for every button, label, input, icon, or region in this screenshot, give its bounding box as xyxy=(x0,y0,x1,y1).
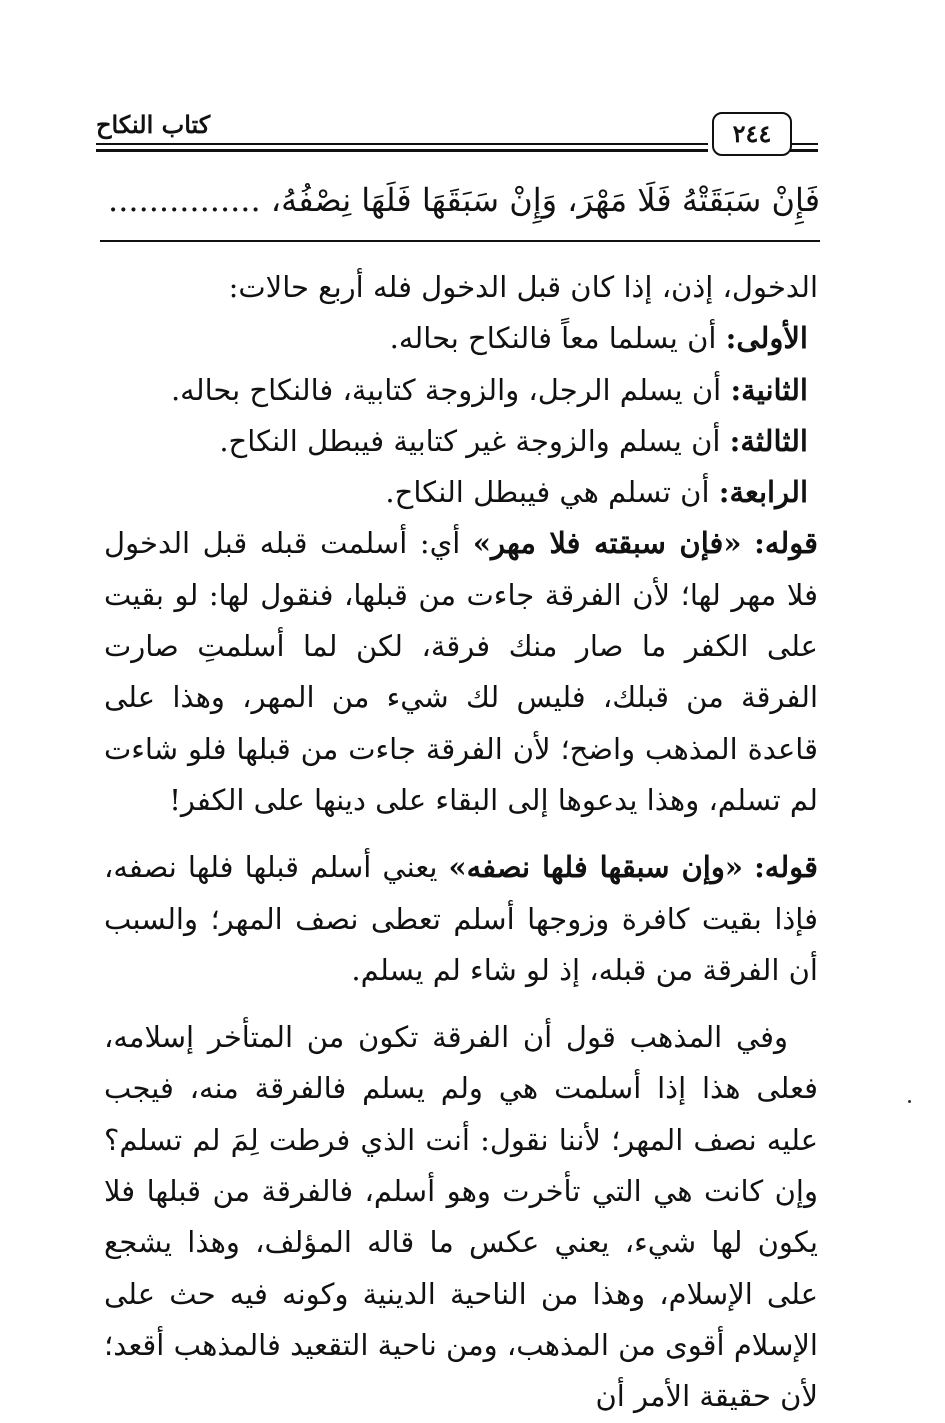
case-label: الأولى: xyxy=(725,321,808,356)
header-rule-right-thick xyxy=(790,149,818,152)
header-rule-thick xyxy=(96,149,708,152)
case-label: الثالثة: xyxy=(729,423,808,458)
page-number: ٢٤٤ xyxy=(712,112,792,156)
case-item xyxy=(104,313,818,364)
case-item xyxy=(104,365,818,416)
case-item xyxy=(104,467,818,518)
case-label: الثانية: xyxy=(730,372,808,407)
case-label: الرابعة: xyxy=(718,475,808,510)
book-title: كتاب النكاح xyxy=(96,110,211,139)
margin-mark xyxy=(908,1100,911,1103)
commentary-body xyxy=(104,262,818,1423)
commentary-paragraph-1 xyxy=(104,518,818,826)
commentary-paragraph-2 xyxy=(104,842,818,996)
intro-paragraph: الدخول، إذن، إذا كان قبل الدخول فله أربع حالات: xyxy=(228,270,818,304)
case-text: أن يسلم الرجل، والزوجة كتابية، فالنكاح بحاله. xyxy=(170,372,722,407)
paragraph-text: أي: أسلمت قبله قبل الدخول فلا مهر لها؛ لأن الفرقة جاءت من قبلها، فنقول لها: لو بقيت على الكفر ما صار منك فرقة، لكن لما أسلمتِ صارت الفرقة من قبلك، فليس لك شيء من المهر، وهذا على قاعدة المذهب واضح؛ لأن الفرقة جاءت من قبلها فلو شاءت لم تسلم، وهذا يدعوها إلى البقاء على دينها على الكفر! xyxy=(104,526,818,817)
matn-line xyxy=(100,170,820,230)
quoted-matn: «وإن سبقها فلها نصفه» xyxy=(448,850,743,885)
case-text: أن يسلما معاً فالنكاح بحاله. xyxy=(389,321,717,356)
header-rule xyxy=(96,143,708,145)
paragraph-text: يعني أسلم قبلها فلها نصفه، فإذا بقيت كافرة وزوجها أسلم تعطى نصف المهر؛ والسبب أن الفرقة من قبله، إذ لو شاء لم يسلم. xyxy=(104,850,818,987)
matn-text: فَإِنْ سَبَقَتْهُ فَلَا مَهْرَ، وَإِنْ سَبَقَهَا فَلَهَا نِصْفُهُ، xyxy=(270,181,820,219)
matn-dots: ............... xyxy=(108,181,261,219)
quoted-matn: «فإن سبقته فلا مهر» xyxy=(472,526,742,561)
case-text: أن تسلم هي فيبطل النكاح. xyxy=(385,475,710,510)
header-rule-right xyxy=(790,143,818,145)
case-text: أن يسلم والزوجة غير كتابية فيبطل النكاح. xyxy=(219,423,721,458)
matn-divider xyxy=(100,240,820,242)
commentary-paragraph-3: وفي المذهب قول أن الفرقة تكون من المتأخر إسلامه، فعلى هذا إذا أسلمت هي ولم يسلم فالفرقة منه، فيجب عليه نصف المهر؛ لأننا نقول: أنت الذي فرطت لِمَ لم تسلم؟ وإن كانت هي التي تأخرت وهو أسلم، فالفرقة من قبلها فلا يكون لها شيء، يعني عكس ما قاله المؤلف، وهذا يشجع على الإسلام، وهذا من الناحية الدينية وكونه فيه حث على الإسلام أقوى من المذهب، ومن ناحية التقعيد فالمذهب أقعد؛ لأن حقيقة الأمر أن xyxy=(104,1020,818,1414)
quote-label: قوله: xyxy=(754,850,819,885)
quote-label: قوله: xyxy=(754,526,819,561)
case-item xyxy=(104,416,818,467)
